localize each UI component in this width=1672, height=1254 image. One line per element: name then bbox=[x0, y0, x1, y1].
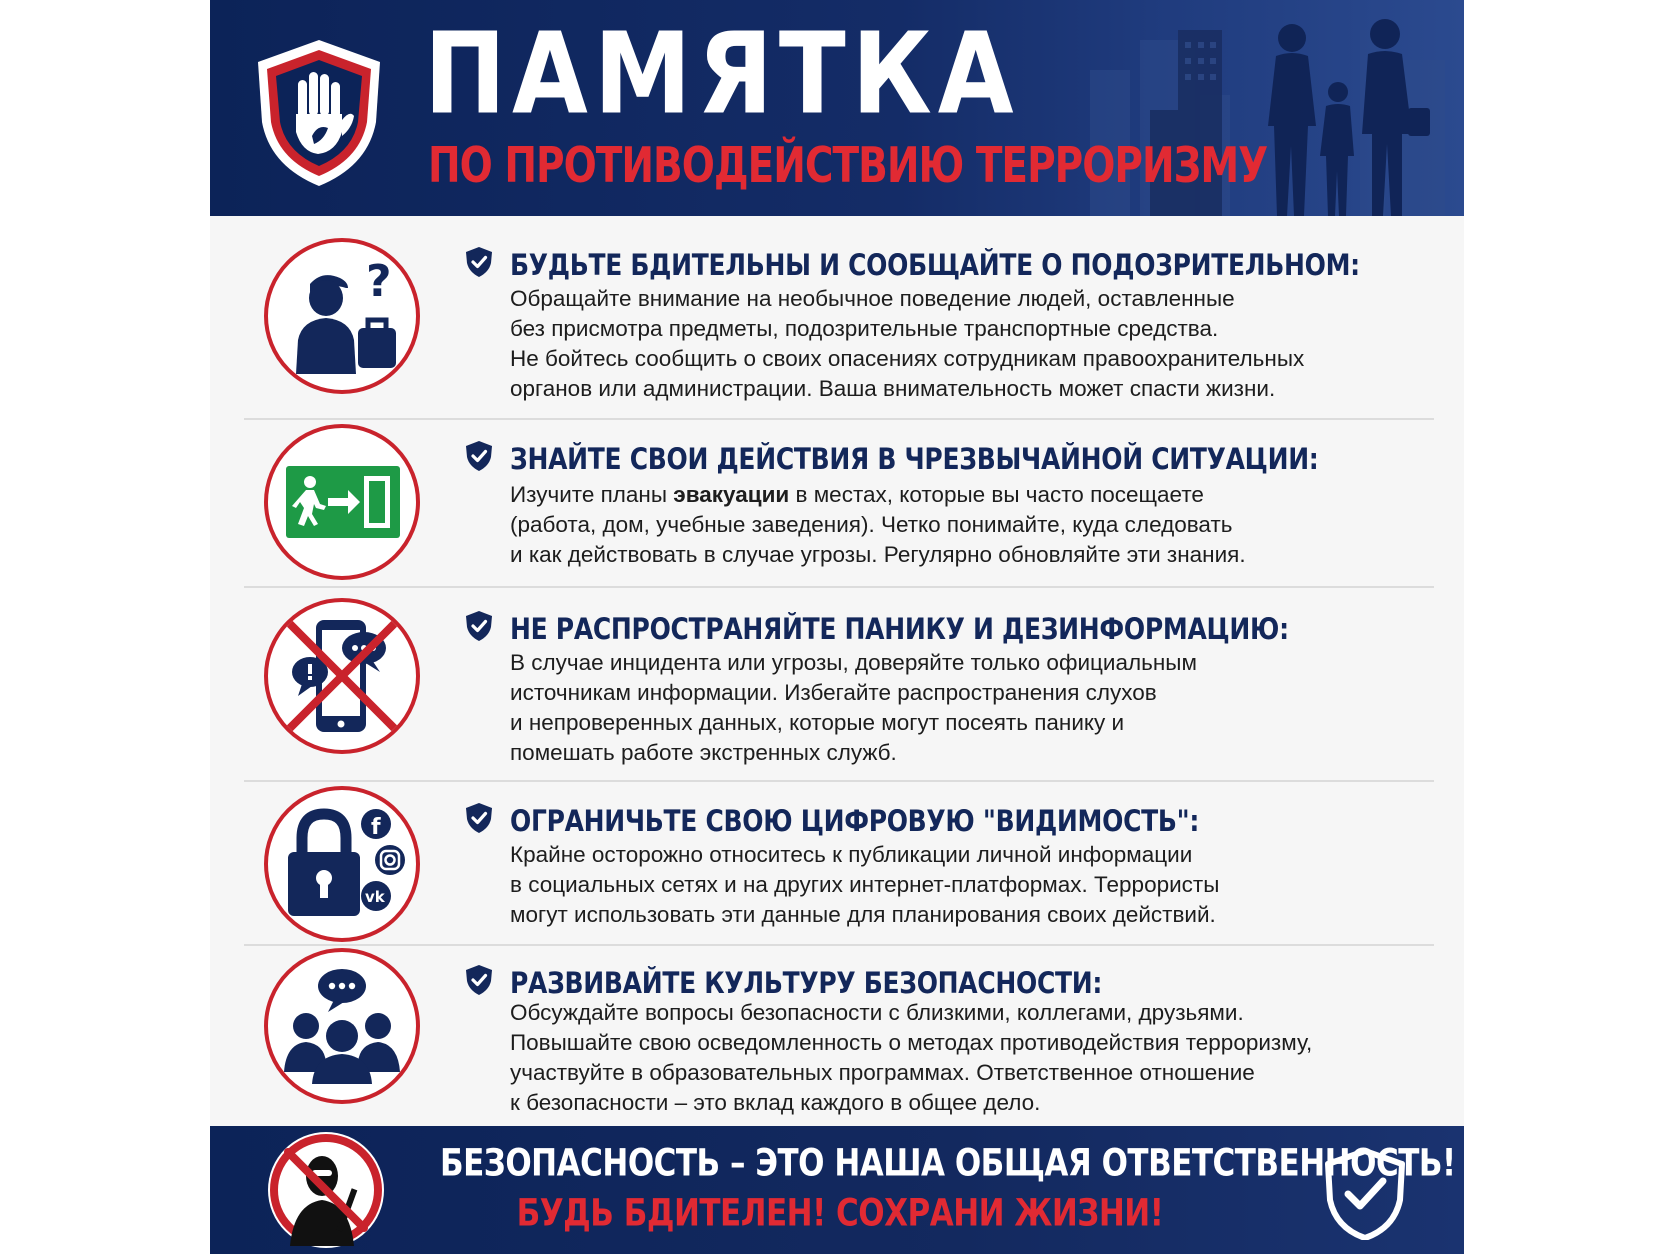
svg-text:f: f bbox=[371, 815, 381, 840]
section-digital bbox=[244, 782, 1434, 946]
icon-badge bbox=[264, 948, 420, 1104]
shield-check-icon bbox=[464, 440, 494, 472]
text-line: Обсуждайте вопросы безопасности с близкими, коллегами, друзьями. bbox=[510, 1000, 1244, 1025]
svg-text:vk: vk bbox=[365, 888, 385, 906]
text-line bbox=[510, 480, 1246, 510]
text-line: могут использовать эти данные для планирования своих действий. bbox=[510, 902, 1216, 927]
text-line: В случае инцидента или угрозы, доверяйте только официальным bbox=[510, 650, 1197, 675]
icon-badge bbox=[264, 786, 420, 942]
section-title: БУДЬТЕ БДИТЕЛЬНЫ И СООБЩАЙТЕ О ПОДОЗРИТЕЛЬНОМ: bbox=[510, 248, 1360, 283]
group-discussion-icon bbox=[268, 952, 416, 1100]
text-line: Повышайте свою осведомленность о методах противодействия терроризму, bbox=[510, 1030, 1313, 1055]
shield-check-icon bbox=[464, 610, 494, 642]
text-line: и непроверенных данных, которые могут посеять панику и bbox=[510, 710, 1125, 735]
page-subtitle: ПО ПРОТИВОДЕЙСТВИЮ ТЕРРОРИЗМУ bbox=[428, 138, 1268, 195]
suspicious-person-icon bbox=[268, 242, 416, 390]
text-line: Крайне осторожно относитесь к публикации личной информации bbox=[510, 842, 1193, 867]
shield-check-icon bbox=[464, 246, 494, 278]
header-banner bbox=[210, 0, 1464, 216]
section-title: НЕ РАСПРОСТРАНЯЙТЕ ПАНИКУ И ДЕЗИНФОРМАЦИЮ: bbox=[510, 612, 1289, 647]
section-vigilance bbox=[244, 228, 1434, 420]
shield-check-icon bbox=[464, 802, 494, 834]
text-fragment: в местах, которые вы часто посещаете bbox=[789, 482, 1204, 507]
section-culture bbox=[244, 946, 1434, 1126]
svg-text:?: ? bbox=[366, 256, 392, 307]
section-title: ЗНАЙТЕ СВОИ ДЕЙСТВИЯ В ЧРЕЗВЫЧАЙНОЙ СИТУАЦИИ: bbox=[510, 442, 1319, 477]
footer-slogan: БЕЗОПАСНОСТЬ – ЭТО НАША ОБЩАЯ ОТВЕТСТВЕННОСТЬ! bbox=[440, 1142, 1456, 1186]
section-text bbox=[510, 840, 1219, 930]
icon-badge bbox=[264, 424, 420, 580]
text-line: в социальных сетях и на других интернет-платформах. Террористы bbox=[510, 872, 1220, 897]
text-line: (работа, дом, учебные заведения). Четко понимайте, куда следовать bbox=[510, 512, 1233, 537]
no-phone-rumors-icon bbox=[268, 602, 416, 750]
section-title: ОГРАНИЧЬТЕ СВОЮ ЦИФРОВУЮ "ВИДИМОСТЬ": bbox=[510, 804, 1200, 839]
section-text bbox=[510, 284, 1304, 404]
shield-check-icon bbox=[1324, 1148, 1406, 1240]
footer-callout: БУДЬ БДИТЕЛЕН! СОХРАНИ ЖИЗНИ! bbox=[516, 1192, 1164, 1236]
no-terrorist-icon bbox=[264, 1128, 388, 1252]
text-fragment: Изучите планы bbox=[510, 482, 674, 507]
footer-banner bbox=[210, 1126, 1464, 1254]
text-line: и как действовать в случае угрозы. Регулярно обновляйте эти знания. bbox=[510, 542, 1246, 567]
poster bbox=[210, 0, 1464, 1254]
section-text bbox=[510, 648, 1197, 768]
shield-hand-icon bbox=[252, 36, 386, 188]
text-line: помешать работе экстренных служб. bbox=[510, 740, 897, 765]
icon-badge bbox=[264, 598, 420, 754]
text-line: органов или администрации. Ваша внимательность может спасти жизни. bbox=[510, 376, 1276, 401]
shield-check-icon bbox=[464, 964, 494, 996]
text-emphasis: эвакуации bbox=[673, 482, 790, 507]
page-title: ПАМЯТКА bbox=[424, 8, 1020, 140]
icon-badge bbox=[264, 238, 420, 394]
text-line: без присмотра предметы, подозрительные транспортные средства. bbox=[510, 316, 1219, 341]
instagram-icon bbox=[375, 845, 405, 875]
section-text bbox=[510, 998, 1312, 1118]
padlock-social-icon bbox=[268, 790, 416, 938]
section-emergency bbox=[244, 420, 1434, 588]
emergency-exit-icon bbox=[268, 428, 416, 576]
text-line: к безопасности – это вклад каждого в общее дело. bbox=[510, 1090, 1041, 1115]
section-panic bbox=[244, 588, 1434, 782]
section-text bbox=[510, 480, 1246, 570]
text-line: Обращайте внимание на необычное поведение людей, оставленные bbox=[510, 286, 1235, 311]
section-title: РАЗВИВАЙТЕ КУЛЬТУРУ БЕЗОПАСНОСТИ: bbox=[510, 966, 1103, 1001]
text-line: источникам информации. Избегайте распространения слухов bbox=[510, 680, 1157, 705]
text-line: Не бойтесь сообщить о своих опасениях сотрудникам правоохранительных bbox=[510, 346, 1305, 371]
text-line: участвуйте в образовательных программах. Ответственное отношение bbox=[510, 1060, 1255, 1085]
